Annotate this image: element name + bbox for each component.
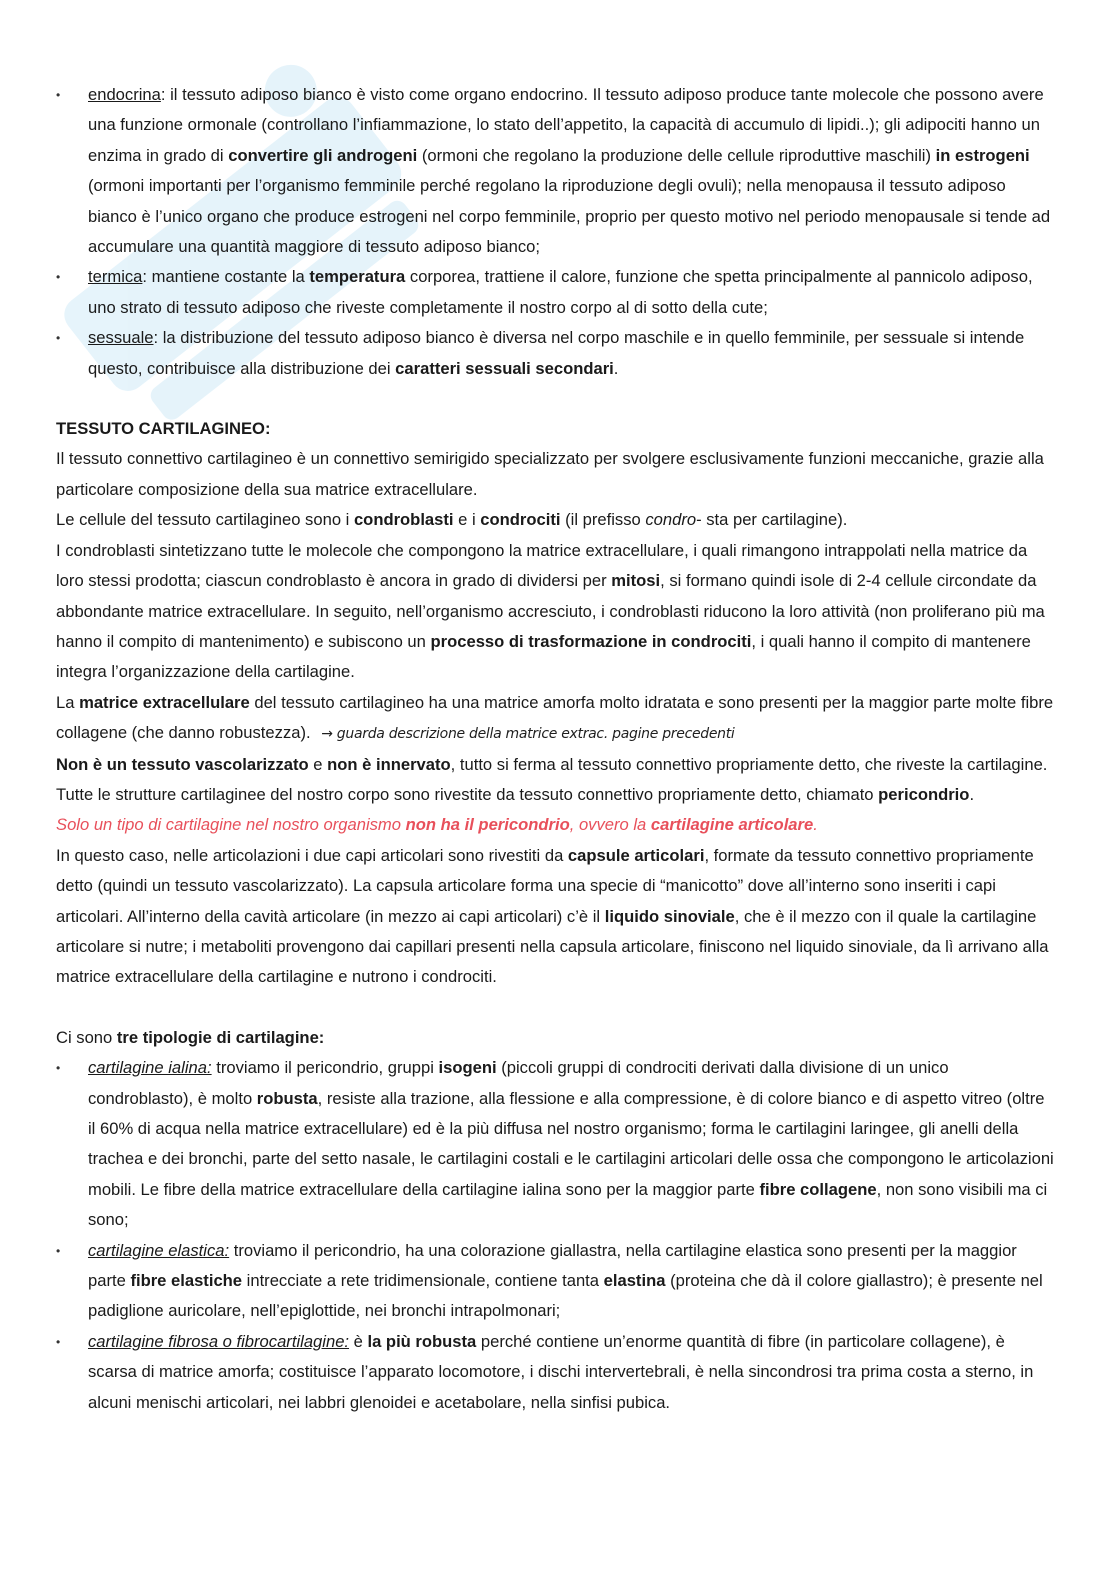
highlighted-paragraph	[56, 810, 1056, 840]
bold-text: Non è un tessuto vascolarizzato	[56, 754, 309, 774]
bold-text: la più robusta	[367, 1331, 477, 1351]
text-run: , resiste alla trazione, alla flessione e alla compressione, è di colore bianco e di aspetto vitreo (oltre il 60% di acqua nella matrice extracellulare) ed è la più diffusa nel nostro organismo; forma le cartilagini laringee, gli anelli della trachea e dei bronchi, parte del setto nasale, le cartilagini costali e le cartilagini articolari delle ossa che compongono le articolazioni mobili. Le fibre della matrice extracellulare della cartilagine ialina sono per la maggior parte	[88, 1088, 1054, 1199]
text-run: , i quali hanno il compito di mantenere integra l’organizzazione della cartilagine.	[56, 631, 1031, 682]
cartilage-paragraphs	[56, 444, 1056, 992]
bold-text: capsule articolari	[567, 845, 705, 865]
text-run: , non sono visibili ma ci sono;	[88, 1179, 1048, 1230]
text-run: troviamo il pericondrio, gruppi	[211, 1058, 439, 1078]
adipose-functions-list	[56, 80, 1056, 384]
text-run: e	[308, 754, 328, 774]
text-run: Il tessuto connettivo cartilagineo è un connettivo semirigido specializzato per svolgere esclusivamente funzioni meccaniche, grazie alla particolare composizione della sua matrice extracellulare.	[56, 449, 1044, 499]
text-run: (ormoni importanti per l’organismo femminile perché regolano la riproduzione degli ovuli); nella menopausa il tessuto adiposo bianco è l’unico organo che produce estrogeni nel corpo femminile, proprio per questo motivo nel periodo menopausale si tende ad accumulare una quantità maggiore di tessuto adiposo bianco;	[88, 176, 1051, 257]
text-run: I condroblasti sintetizzano tutte le molecole che compongono la matrice extracellulare, i quali rimangono intrappolati nella matrice da loro stessi prodotta; ciascun condroblasto è ancora in grado di dividersi per	[56, 540, 1028, 591]
list-item	[56, 262, 1056, 323]
list-item	[56, 1053, 1056, 1235]
bold-text: pericondrio	[878, 784, 970, 804]
list-item-term: sessuale	[88, 328, 154, 348]
text-run: corporea, trattiene il calore, funzione che spetta principalmente al pannicolo adiposo, uno strato di tessuto adiposo che riveste completamente il nostro corpo al di sotto della cute;	[88, 267, 1033, 317]
italic-text: condro	[645, 510, 697, 530]
bold-text: condroblasti	[353, 510, 454, 530]
bold-text: liquido sinoviale	[604, 906, 735, 926]
bold-text: fibre elastiche	[130, 1271, 243, 1291]
bold-text: isogeni	[438, 1058, 497, 1078]
list-item	[56, 1236, 1056, 1327]
text-run: .	[813, 815, 818, 835]
bold-text: in estrogeni	[935, 145, 1030, 165]
list-item-term: cartilagine fibrosa o fibrocartilagine:	[88, 1331, 350, 1351]
text-run: .	[969, 784, 975, 804]
bold-text: fibre collagene	[759, 1179, 877, 1199]
section-heading: TESSUTO CARTILAGINEO:	[56, 419, 271, 439]
list-item	[56, 80, 1056, 262]
list-item-term: termica	[88, 267, 143, 287]
list-item-term: endocrina	[88, 85, 161, 104]
bold-text: processo di trasformazione in condrociti	[430, 631, 752, 651]
text-run: (piccoli gruppi di condrociti derivati dalla divisione di un unico condroblasto), è molto	[88, 1058, 949, 1108]
list-item-term: cartilagine ialina:	[88, 1058, 212, 1078]
bold-text: caratteri sessuali secondari	[395, 358, 614, 378]
bold-text: tre tipologie di cartilagine:	[116, 1027, 325, 1047]
text-run: : il tessuto adiposo bianco è visto come organo endocrino. Il tessuto adiposo produce tante molecole che possono avere una funzione ormonale (controllano l’infiammazione, lo stato dell’appetito, la capacità di accumulo di lipidi..); gli adipociti hanno un enzima in grado di	[88, 85, 1044, 165]
text-run: intrecciate a rete tridimensionale, contiene tanta	[242, 1271, 604, 1291]
text-run: : mantiene costante la	[142, 267, 310, 287]
bold-text: mitosi	[611, 571, 661, 591]
text-run: , tutto si ferma al tessuto connettivo propriamente detto, che riveste la cartilagine. Tutte le strutture cartilaginee del nostro corpo sono rivestite da tessuto connettivo propriamente detto, chiamato	[56, 754, 1048, 804]
text-run: .	[613, 358, 619, 378]
bold-text: condrociti	[480, 510, 561, 530]
text-run: , si formano quindi isole di 2-4 cellule circondate da abbondante matrice extracellulare. In seguito, nell’organismo accresciuto, i condroblasti riducono la loro attività (non proliferano più ma hanno il compito di mantenimento) e subiscono un	[56, 571, 1045, 651]
paragraph	[56, 688, 1056, 750]
list-item	[56, 1327, 1056, 1418]
text-run: , formate da tessuto connettivo propriamente detto (quindi un tessuto vascolarizzato). La capsula articolare forma una specie di “manicotto” dove all’interno sono inseriti i capi articolari. All’interno della cavità articolare (in mezzo ai capi articolari) c’è il	[56, 845, 1034, 926]
bold-text: non ha il pericondrio	[405, 815, 570, 835]
bold-text: non è innervato	[327, 754, 451, 774]
text-run: Ci sono	[56, 1027, 117, 1047]
text-run: troviamo il pericondrio, ha una colorazione giallastra, nella cartilagine elastica sono presenti per la maggior parte	[88, 1240, 1017, 1291]
text-run: , che è il mezzo con il quale la cartilagine articolare si nutre; i metaboliti provengono dai capillari presenti nella capsula articolare, finiscono nel liquido sinoviale, da lì arrivano alla matrice extracellulare della cartilagine e nutrono i condrociti.	[56, 906, 1049, 987]
text-run: del tessuto cartilagineo ha una matrice amorfa molto idratata e sono presenti per la maggior parte molte fibre collagene (che danno robustezza).	[56, 692, 1054, 743]
document-content	[56, 80, 1056, 1418]
paragraph	[56, 841, 1056, 993]
bold-text: cartilagine articolare	[650, 815, 814, 835]
cartilage-types-list	[56, 1053, 1056, 1418]
text-run: Le cellule del tessuto cartilagineo sono i	[56, 510, 354, 530]
text-run: (proteina che dà il colore giallastro); è presente nel padiglione auricolare, nell’epiglottide, nei bronchi intrapolmonari;	[88, 1271, 1043, 1321]
text-run: e i	[453, 510, 481, 530]
bold-text: matrice extracellulare	[79, 692, 250, 712]
bold-text: robusta	[256, 1088, 318, 1108]
paragraph	[56, 536, 1056, 688]
text-run: In questo caso, nelle articolazioni i due capi articolari sono rivestiti da	[56, 845, 568, 865]
text-run: (il prefisso	[560, 510, 646, 530]
paragraph	[56, 505, 1056, 535]
paragraph	[56, 750, 1056, 811]
text-run: La	[56, 692, 80, 712]
text-run: perché contiene un’enorme quantità di fibre (in particolare collagene), è scarsa di matrice amorfa; costituisce l’apparato locomotore, i dischi intervertebrali, è nella sincondrosi tra prima costa a sterno, in alcuni menischi articolari, nei labbri glenoidei e acetabolare, nella sinfisi pubica.	[88, 1331, 1034, 1412]
bold-text: temperatura	[309, 267, 406, 287]
list-item	[56, 323, 1056, 384]
cartilage-types-intro	[56, 1023, 1056, 1053]
text-run: (ormoni che regolano la produzione delle cellule riproduttive maschili)	[417, 145, 936, 165]
paragraph	[56, 444, 1056, 505]
text-run: Solo un tipo di cartilagine nel nostro organismo	[56, 815, 406, 835]
text-run: , ovvero la	[569, 815, 651, 835]
text-run: : la distribuzione del tessuto adiposo bianco è diversa nel corpo maschile e in quello femminile, per sessuale si intende questo, contribuisce alla distribuzione dei	[88, 328, 1025, 378]
text-run: - sta per cartilagine).	[696, 510, 848, 530]
list-item-term: cartilagine elastica:	[88, 1240, 230, 1260]
bold-text: convertire gli androgeni	[228, 145, 418, 165]
bold-text: elastina	[603, 1271, 666, 1291]
text-run: è	[349, 1331, 368, 1351]
handwritten-note: → guarda descrizione della matrice extrac. pagine precedenti	[321, 726, 735, 743]
